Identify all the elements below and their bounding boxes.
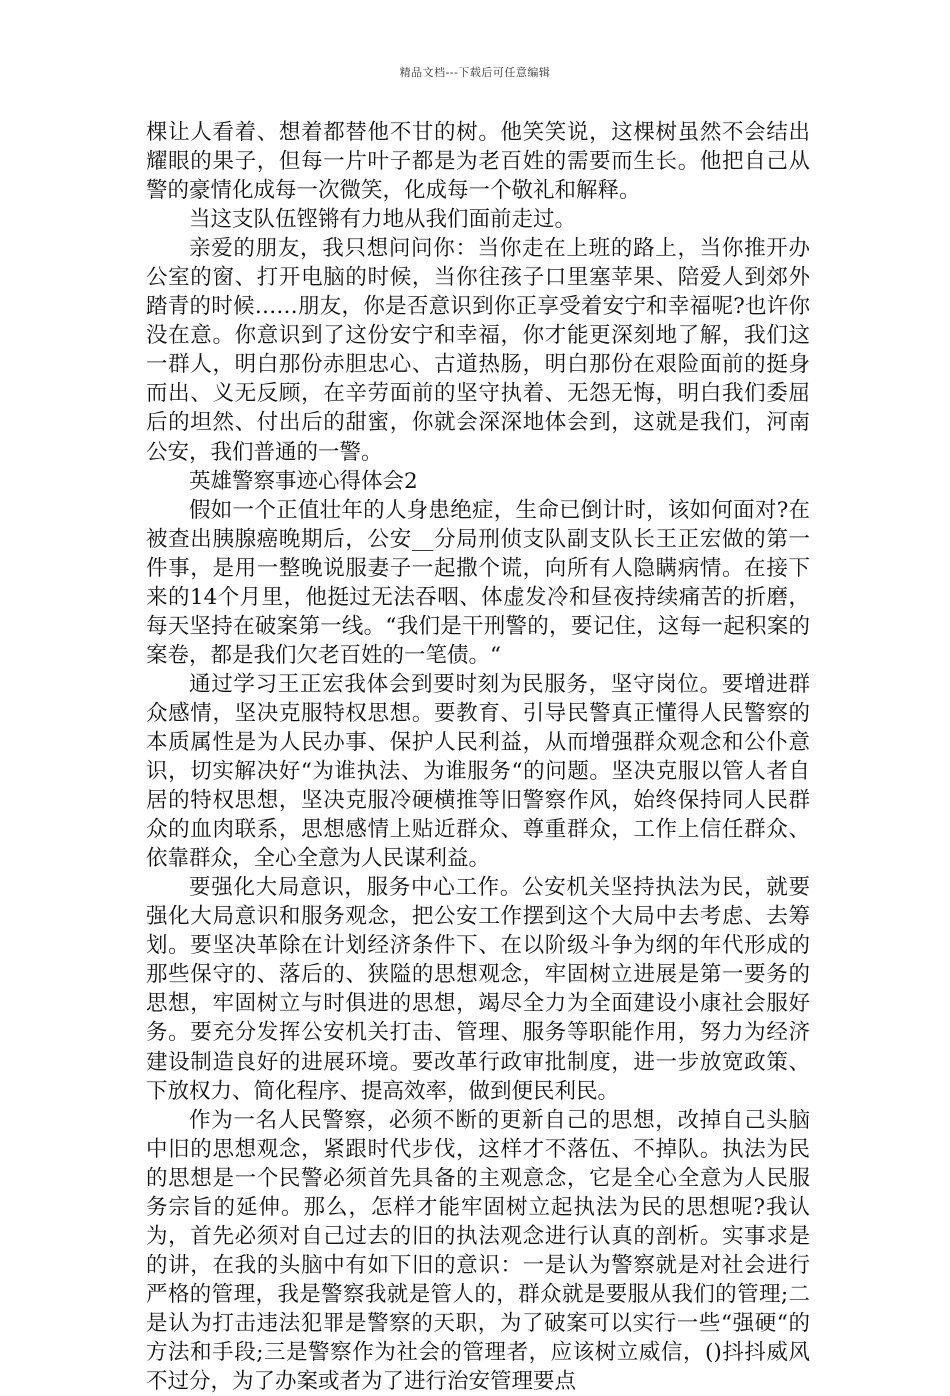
paragraph-1: 棵让人看着、想着都替他不甘的树。他笑笑说，这棵树虽然不会结出耀眼的果子，但每一片叶子都是为老百姓的需要而生长。他把自己从警的豪情化成每一次微笑，化成每一个敬礼和解释。	[146, 120, 810, 204]
paragraph-5: 通过学习王正宏我体会到要时刻为民服务，坚守岗位。要增进群众感情，坚决克服特权思想。要教育、引导民警真正懂得人民警察的本质属性是为人民办事、保护人民利益，从而增强群众观念和公仆意识，切实解决好“为谁执法、为谁服务“的问题。坚决克服以管人者自居的特权思想，坚决克服冷硬横推等旧警察作风，始终保持同人民群众的血肉联系，思想感情上贴近群众、尊重群众，工作上信任群众、依靠群众，全心全意为人民谋利益。	[146, 671, 810, 872]
page-header: 精品文档---下载后可任意编辑	[399, 66, 551, 79]
paragraph-2: 当这支队伍铿锵有力地从我们面前走过。	[189, 207, 577, 233]
section-heading: 英雄警察事迹心得体会2	[189, 468, 418, 494]
paragraph-3: 亲爱的朋友，我只想问问你：当你走在上班的路上，当你推开办公室的窗、打开电脑的时候，当你往孩子口里塞苹果、陪爱人到郊外踏青的时候……朋友，你是否意识到你正享受着安宁和幸福呢?也许你没在意。你意识到了这份安宁和幸福，你才能更深刻地了解，我们这一群人，明白那份赤胆忠心、古道热肠，明白那份在艰险面前的挺身而出、义无反顾，在辛劳面前的坚守执着、无怨无悔，明白我们委屈后的坦然、付出后的甜蜜，你就会深深地体会到，这就是我们，河南公安，我们普通的一警。	[146, 236, 810, 465]
paragraph-4: 假如一个正值壮年的人身患绝症，生命已倒计时，该如何面对?在被查出胰腺癌晚期后，公安__分局刑侦支队副支队长王正宏做的第一件事，是用一整晚说服妻子一起撒个谎，向所有人隐瞒病情。在接下来的14个月里，他挺过无法吞咽、体虚发冷和昼夜持续痛苦的折磨，每天坚持在破案第一线。“我们是干刑警的，要记住，这每一起积案的案卷，都是我们欠老百姓的一笔债。“	[146, 497, 810, 668]
paragraph-7: 作为一名人民警察，必须不断的更新自己的思想，改掉自己头脑中旧的思想观念，紧跟时代步伐，这样才不落伍、不掉队。执法为民的思想是一个民警必须首先具备的主观意念，它是全心全意为人民服务宗旨的延伸。那么，怎样才能牢固树立起执法为民的思想呢?我认为，首先必须对自己过去的旧的执法观念进行认真的剖析。实事求是的讲，在我的头脑中有如下旧的意识：一是认为警察就是对社会进行严格的管理，我是警察我就是管人的，群众就是要服从我们的管理;二是认为打击违法犯罪是警察的天职，为了破案可以实行一些“强硬“的方法和手段;三是警察作为社会的管理者，应该树立威信，()抖抖威风不过分，为了办案或者为了进行治安管理要点	[146, 1107, 810, 1395]
document-body	[146, 118, 810, 1396]
paragraph-6: 要强化大局意识，服务中心工作。公安机关坚持执法为民，就要强化大局意识和服务观念，把公安工作摆到这个大局中去考虑、去筹划。要坚决革除在计划经济条件下、在以阶级斗争为纲的年代形成的那些保守的、落后的、狭隘的思想观念，牢固树立进展是第一要务的思想，牢固树立与时俱进的思想，竭尽全力为全面建设小康社会服好务。要充分发挥公安机关打击、管理、服务等职能作用，努力为经济建设制造良好的进展环境。要改革行政审批制度，进一步放宽政策、下放权力、简化程序、提高效率，做到便民利民。	[146, 875, 810, 1104]
